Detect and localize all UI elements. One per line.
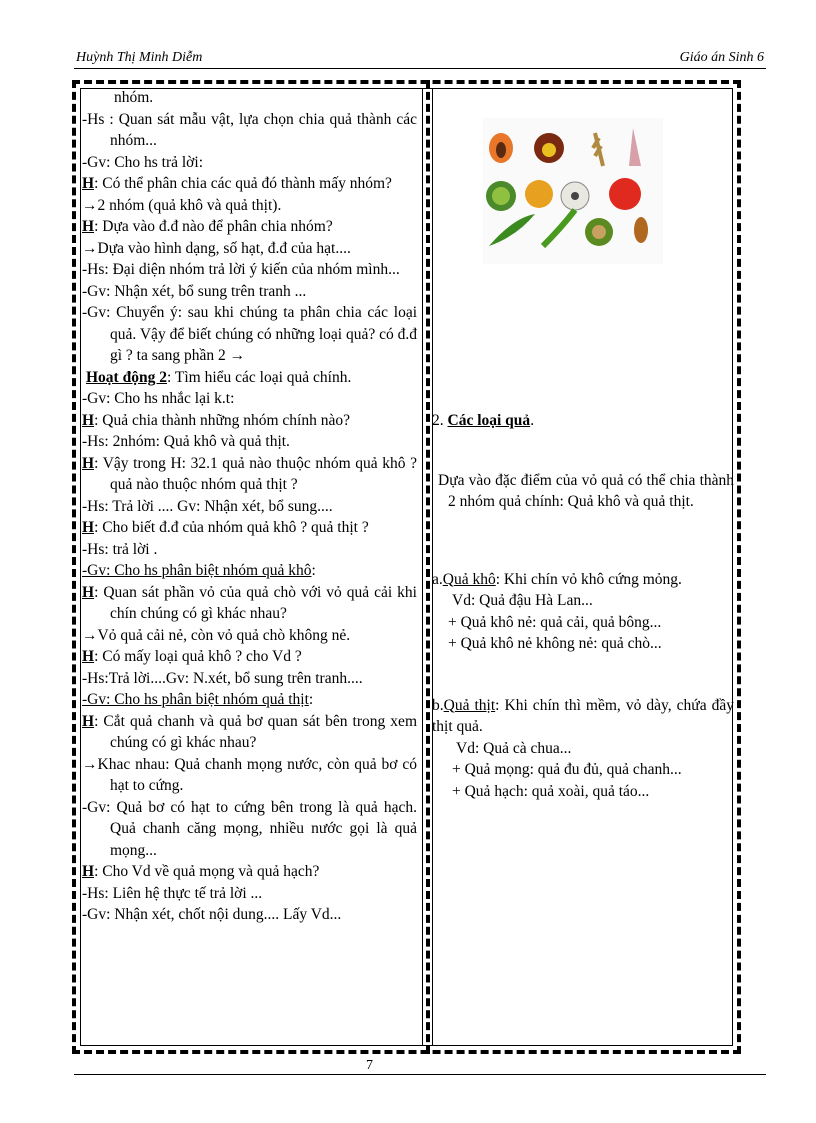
lesson-line	[82, 797, 417, 862]
line-text: : Cho biết đ.đ của nhóm quả khô ? quả thịt ?	[94, 519, 369, 536]
page-header	[74, 48, 766, 69]
question-marker: H	[82, 712, 95, 730]
dry-fruit-definition: a.Quả khô: Khi chín vỏ khô cứng mỏng.	[432, 570, 682, 588]
orange-icon	[525, 180, 553, 208]
line-text: -Hs:Trả lời....Gv: N.xét, bổ sung trên tranh....	[82, 669, 363, 687]
line-text: -Gv: Nhận xét, bổ sung trên tranh ...	[82, 282, 307, 300]
lesson-line	[82, 560, 417, 582]
lesson-line	[82, 646, 417, 668]
cotton-icon	[561, 182, 589, 210]
arrow-icon	[82, 756, 98, 773]
line-text: -Hs : Quan sát mẫu vật, lựa chọn chia quả thành các nhóm...	[82, 110, 417, 149]
fruit-illustration	[483, 118, 663, 264]
lesson-line	[82, 367, 417, 389]
papaya-icon	[489, 133, 513, 163]
lesson-line	[82, 195, 417, 217]
lesson-line	[82, 883, 417, 905]
lesson-line	[82, 238, 417, 260]
lesson-line	[82, 904, 417, 926]
lesson-line	[82, 754, 417, 797]
question-marker: H	[82, 411, 95, 429]
question-marker: H	[82, 863, 95, 880]
lesson-line	[82, 173, 417, 195]
question-marker: H	[82, 519, 95, 536]
underlined-instruction: -Gv: Cho hs phân biệt nhóm quả khô	[82, 562, 312, 579]
section-title: Các loại quả	[447, 412, 531, 429]
arrow-icon	[82, 627, 98, 644]
line-text: -Hs: Liên hệ thực tế trả lời ...	[82, 884, 263, 902]
line-text: : Có mấy loại quả khô ? cho Vd ?	[94, 648, 302, 665]
footer-rule	[74, 1074, 766, 1075]
underlined-instruction: -Gv: Cho hs phân biệt nhóm quả thịt	[82, 691, 309, 708]
dry-fruit-type-2: + Quả khô nẻ không nẻ: quả chò...	[448, 635, 662, 652]
question-marker: H	[82, 583, 95, 601]
line-text: : Vậy trong H: 32.1 quả nào thuộc nhóm quả khô ? quả nào thuộc nhóm quả thịt ?	[94, 454, 417, 493]
line-text: :	[308, 691, 314, 708]
arrow-icon	[82, 240, 98, 257]
lesson-line	[82, 625, 417, 647]
lesson-line	[82, 582, 417, 625]
lesson-line	[82, 259, 417, 281]
lesson-line	[82, 302, 417, 367]
lesson-line	[82, 668, 417, 690]
lesson-line	[82, 431, 417, 453]
line-text: 2 nhóm (quả khô và quả thịt).	[97, 196, 282, 214]
lesson-line	[82, 410, 417, 432]
arrow-icon	[82, 197, 98, 214]
line-text: :	[311, 562, 316, 579]
fleshy-fruit-definition: b.Quả thịt: Khi chín thì mềm, vỏ dày, chứa đầy thịt quả.	[432, 696, 735, 735]
lesson-line	[82, 861, 417, 883]
lesson-line	[82, 388, 417, 410]
line-text: : Dựa vào đ.đ nào để phân chia nhóm?	[94, 218, 333, 235]
line-text: : Cắt quả chanh và quả bơ quan sát bên trong xem chúng có gì khác nhau?	[94, 712, 417, 751]
page-number: 7	[366, 1058, 373, 1073]
header-subject: Giáo án Sinh 6	[679, 50, 764, 65]
question-marker: Hoạt động 2	[86, 368, 167, 386]
section-heading: 2. Các loại quả.	[432, 412, 535, 429]
avocado-icon	[585, 218, 613, 246]
line-text: -Gv: Nhận xét, chốt nội dung.... Lấy Vd...	[82, 906, 342, 923]
teacher-activities-column	[82, 87, 417, 926]
lesson-line	[82, 152, 417, 174]
column-divider	[426, 80, 430, 1054]
question-marker: H	[82, 218, 95, 235]
question-marker: H	[82, 648, 95, 665]
line-text: nhóm.	[114, 89, 154, 106]
melon-icon	[486, 181, 516, 211]
question-marker: H	[82, 175, 95, 192]
lesson-line	[82, 453, 417, 496]
line-text: -Hs: Trả lời .... Gv: Nhận xét, bổ sung....	[82, 497, 333, 515]
question-marker: H	[82, 454, 95, 472]
header-author: Huỳnh Thị Minh Diễm	[76, 50, 203, 65]
intro-paragraph: Dựa vào đặc điểm của vỏ quả có thể chia thành 2 nhóm quả chính: Quả khô và quả thịt.	[438, 471, 734, 510]
line-text: Vỏ quả cải nẻ, còn vỏ quả chò không nẻ.	[97, 626, 351, 644]
dry-fruit-example: Vd: Quả đậu Hà Lan...	[452, 592, 593, 609]
lesson-line	[82, 87, 417, 109]
lesson-line	[82, 109, 417, 152]
tomato-icon	[609, 178, 641, 210]
dry-fruit-type-1: + Quả khô nẻ: quả cải, quả bông...	[448, 613, 662, 631]
line-text: -Hs: trả lời .	[82, 540, 158, 558]
content-column	[432, 410, 734, 802]
lesson-line	[82, 281, 417, 303]
line-text: : Cho Vd về quả mọng và quả hạch?	[94, 863, 320, 880]
line-text: : Quan sát phần vỏ của quả chò với vỏ quả cải khi chín chúng có gì khác nhau?	[94, 583, 417, 622]
lesson-line	[82, 216, 417, 238]
line-text: -Gv: Cho hs nhắc lại k.t:	[82, 390, 235, 407]
line-text: -Hs: Đại diện nhóm trả lời ý kiến của nhóm mình...	[82, 261, 400, 278]
fleshy-fruit-type-1: + Quả mọng: quả đu đủ, quả chanh...	[452, 761, 682, 778]
fleshy-fruit-example: Vd: Quả cà chua...	[456, 739, 572, 757]
line-text: -Hs: 2nhóm: Quả khô và quả thịt.	[82, 433, 290, 450]
line-text: -Gv: Chuyển ý: sau khi chúng ta phân chia các loại quả. Vậy để biết chúng có những loại quả? có đ.đ gì ? ta sang phần 2 →	[82, 304, 417, 364]
line-text: : Quả chia thành những nhóm chính nào?	[94, 411, 350, 429]
line-text: Dựa vào hình dạng, số hạt, đ.đ của hạt....	[97, 239, 351, 257]
line-text: -Gv: Quả bơ có hạt to cứng bên trong là quả hạch. Quả chanh căng mọng, nhiều nước gọi là quả mọng...	[82, 798, 417, 859]
lesson-line	[82, 689, 417, 711]
fleshy-fruit-type-2: + Quả hạch: quả xoài, quả táo...	[452, 782, 650, 800]
lesson-line	[82, 711, 417, 754]
lesson-line	[82, 496, 417, 518]
line-text: -Gv: Cho hs trả lời:	[82, 153, 203, 171]
line-text: Khac nhau: Quả chanh mọng nước, còn quả bơ có hạt to cứng.	[97, 755, 417, 794]
line-text: : Tìm hiểu các loại quả chính.	[166, 368, 352, 386]
lesson-line	[82, 539, 417, 561]
seed-icon	[634, 217, 648, 243]
lesson-line	[82, 517, 417, 539]
line-text: : Có thể phân chia các quả đó thành mấy nhóm?	[94, 175, 392, 192]
plum-icon	[534, 133, 564, 163]
